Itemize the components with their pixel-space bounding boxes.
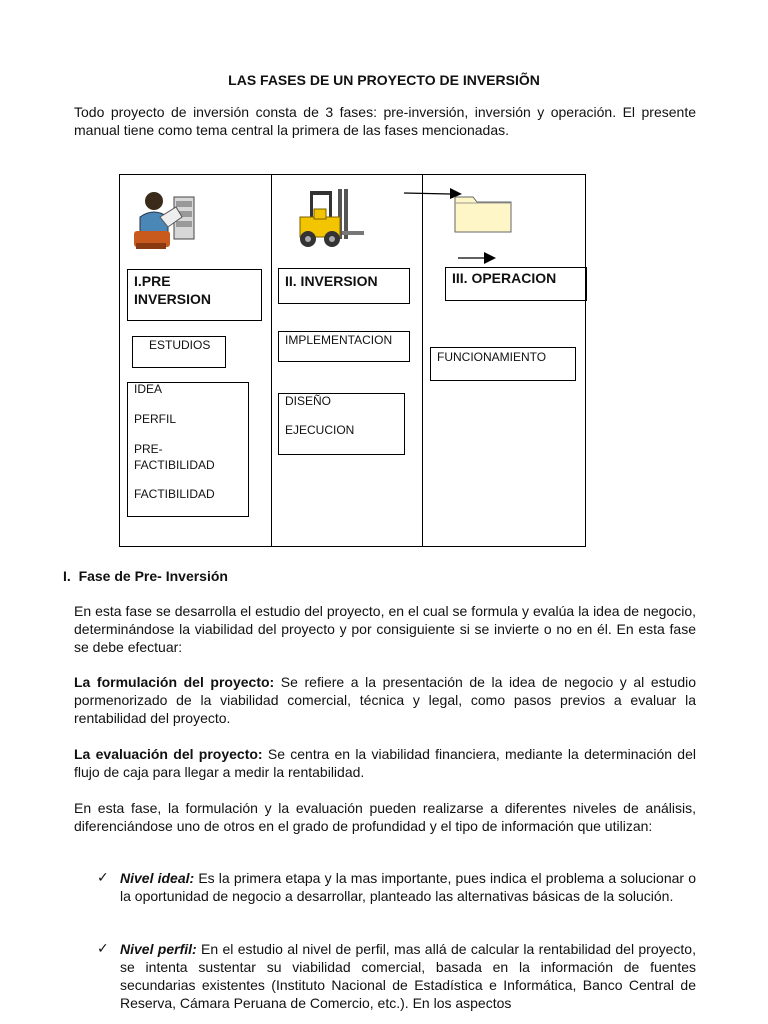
evaluacion-term: La evaluación del proyecto:	[74, 746, 263, 762]
inversion-item-diseno: DISEÑO	[285, 394, 332, 408]
document-title: LAS FASES DE UN PROYECTO DE INVERSIÕN	[228, 72, 540, 88]
phases-diagram	[119, 174, 586, 547]
checkmark-icon: ✓	[97, 869, 109, 885]
phase-preinversion-line1: I.PRE	[134, 273, 171, 289]
nivel-ideal-term: Nivel ideal:	[120, 870, 195, 886]
phase-operacion-label: III. OPERACION	[452, 270, 557, 286]
funcionamiento-box	[430, 347, 576, 381]
nivel-ideal-text: Es la primera etapa y la mas importante, pues indica el problema a solucionar o la oportunidad de negocio a desarrollar, planteado las alternativas básicas de la solución.	[120, 870, 696, 904]
section-paragraph-evaluacion	[74, 745, 696, 781]
study-item-prefactibilidad: FACTIBILIDAD	[134, 458, 215, 472]
estudios-box	[132, 336, 226, 368]
bullet-nivel-ideal	[120, 869, 696, 905]
phase-preinversion-line2: INVERSION	[134, 291, 212, 307]
folder-icon	[453, 189, 515, 235]
formulacion-text: Se refiere a la presentación de la idea de negocio y al estudio pormenorizado de la viabilidad comercial, técnica y legal, como pasos previos a evaluar la rentabilidad del proyecto.	[74, 674, 697, 726]
person-reading-icon	[132, 187, 196, 251]
implementacion-box	[278, 331, 410, 362]
arrow-right-icon	[458, 251, 498, 265]
phase-inversion-box	[278, 268, 410, 304]
intro-paragraph: Todo proyecto de inversión consta de 3 fases: pre-inversión, inversión y operación. El presente manual tiene como tema central la primera de las fases mencionadas.	[74, 104, 696, 138]
phase-preinversion-box	[127, 269, 262, 321]
study-item-idea: IDEA	[134, 382, 163, 396]
section-paragraph-niveles: En esta fase, la formulación y la evaluación pueden realizarse a diferentes niveles de análisis, diferenciándose uno de otros en el grado de profundidad y el tipo de información que utilizan:	[74, 800, 696, 834]
funcionamiento-label: FUNCIONAMIENTO	[437, 350, 547, 364]
estudios-label: ESTUDIOS	[149, 338, 211, 352]
study-item-perfil: PERFIL	[134, 412, 177, 426]
section-paragraph-formulacion	[74, 673, 696, 727]
section-number: I.	[63, 568, 71, 584]
checkmark-icon: ✓	[97, 940, 109, 956]
section-paragraph-1: En esta fase se desarrolla el estudio del proyecto, en el cual se formula y evalúa la idea de negocio, determinándose la viabilidad del proyecto y por consiguiente si se invierte o no en él. En esta fase se debe efectuar:	[74, 603, 696, 655]
evaluacion-text: Se centra en la viabilidad financiera, mediante la determinación del flujo de caja para llegar a medir la rentabilidad.	[74, 746, 696, 780]
inversion-list-box	[278, 393, 405, 455]
inversion-item-ejecucion: EJECUCION	[285, 423, 355, 437]
section-title: Fase de Pre- Inversión	[78, 568, 228, 584]
studies-list-box	[127, 382, 249, 517]
section-heading	[63, 568, 228, 584]
forklift-icon	[292, 187, 368, 251]
study-item-factibilidad: FACTIBILIDAD	[134, 487, 215, 501]
implementacion-label: IMPLEMENTACION	[285, 333, 393, 347]
bullet-nivel-perfil	[120, 940, 696, 1012]
formulacion-term: La formulación del proyecto:	[74, 674, 275, 690]
nivel-perfil-text: En el estudio al nivel de perfil, mas allá de calcular la rentabilidad del proyecto, se intenta sustentar su viabilidad comercial, basada en la información de fuentes secundarias existentes (Instituto Nacional de Estadística e Informática, Banco Central de Reserva, Cámara Peruana de Comercio, etc.). En los aspectos	[120, 941, 696, 1011]
phase-operacion-box	[445, 267, 587, 301]
column-divider	[422, 175, 423, 546]
column-divider	[271, 175, 272, 546]
nivel-perfil-term: Nivel perfil:	[120, 941, 197, 957]
phase-inversion-label: II. INVERSION	[285, 273, 378, 289]
study-item-pre: PRE-	[134, 442, 163, 456]
